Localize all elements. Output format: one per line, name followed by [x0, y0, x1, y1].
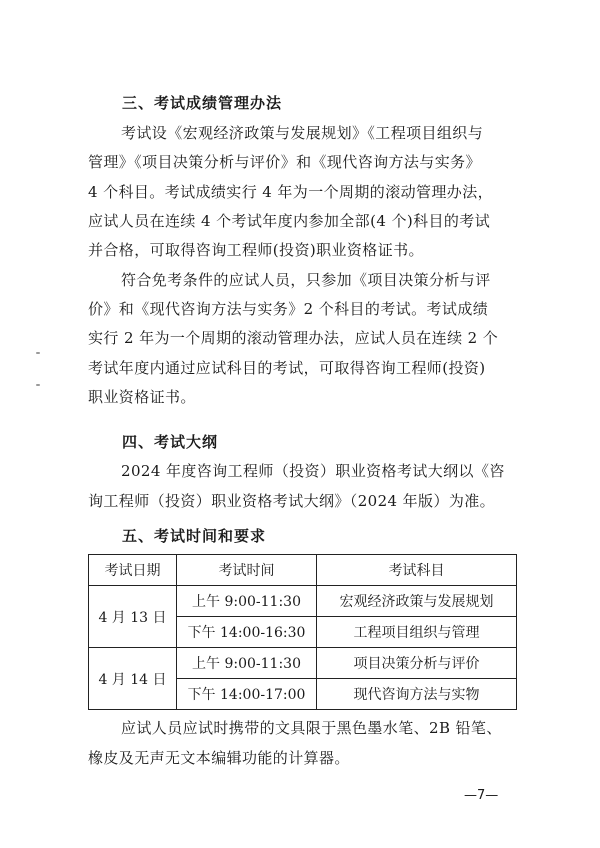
header-time: 考试时间 [177, 555, 317, 586]
section3-p1-line: 并合格，可取得咨询工程师(投资)职业资格证书。 [88, 241, 424, 259]
scan-speck [36, 352, 40, 354]
time-cell: 下午 14:00-17:00 [177, 679, 317, 710]
date-cell: 4 月 14 日 [89, 648, 177, 710]
time-cell: 上午 9:00-11:30 [177, 648, 317, 679]
exam-schedule-table [88, 554, 517, 710]
section3-p1-line: 考试设《宏观经济政策与发展规划》《工程项目组织与 [121, 124, 484, 142]
section4-p1-line: 2024 年度咨询工程师（投资）职业资格考试大纲以《咨 [121, 462, 505, 480]
section3-p2-line: 实行 2 年为一个周期的滚动管理办法，应试人员在连续 2 个 [88, 329, 499, 347]
subject-cell: 宏观经济政策与发展规划 [317, 586, 517, 617]
section3-p2-line: 符合免考条件的应试人员，只参加《项目决策分析与评 [121, 271, 491, 289]
section3-p1-line: 应试人员在连续 4 个考试年度内参加全部(4 个)科目的考试 [88, 212, 491, 230]
section5-p1-line: 橡皮及无声无文本编辑功能的计算器。 [88, 749, 350, 767]
time-cell: 下午 14:00-16:30 [177, 617, 317, 648]
section5-p1-line: 应试人员应试时携带的文具限于黑色墨水笔、2B 铅笔、 [121, 719, 502, 737]
time-cell: 上午 9:00-11:30 [177, 586, 317, 617]
subject-cell: 项目决策分析与评价 [317, 648, 517, 679]
section3-p2-line: 考试年度内通过应试科目的考试，可取得咨询工程师(投资) [88, 359, 486, 377]
section3-p2-line: 价》和《现代咨询方法与实务》2 个科目的考试。考试成绩 [88, 300, 489, 318]
table-header-row [89, 555, 517, 586]
page-number: —7— [464, 788, 499, 803]
table-row [89, 586, 517, 617]
date-cell: 4 月 13 日 [89, 586, 177, 648]
section4-heading: 四、考试大纲 [122, 433, 219, 451]
header-date: 考试日期 [89, 555, 177, 586]
section4-p1-line: 询工程师（投资）职业资格考试大纲》（2024 年版）为准。 [88, 492, 496, 510]
section3-p1-line: 管理》《项目决策分析与评价》和《现代咨询方法与实务》 [88, 153, 481, 171]
section5-heading: 五、考试时间和要求 [122, 527, 267, 545]
section3-p2-line: 职业资格证书。 [88, 388, 196, 406]
section3-heading: 三、考试成绩管理办法 [122, 94, 283, 112]
subject-cell: 工程项目组织与管理 [317, 617, 517, 648]
table-row [89, 648, 517, 679]
header-subject: 考试科目 [317, 555, 517, 586]
subject-cell: 现代咨询方法与实物 [317, 679, 517, 710]
section3-p1-line: 4 个科目。考试成绩实行 4 年为一个周期的滚动管理办法， [88, 183, 493, 201]
scan-speck [36, 384, 40, 386]
